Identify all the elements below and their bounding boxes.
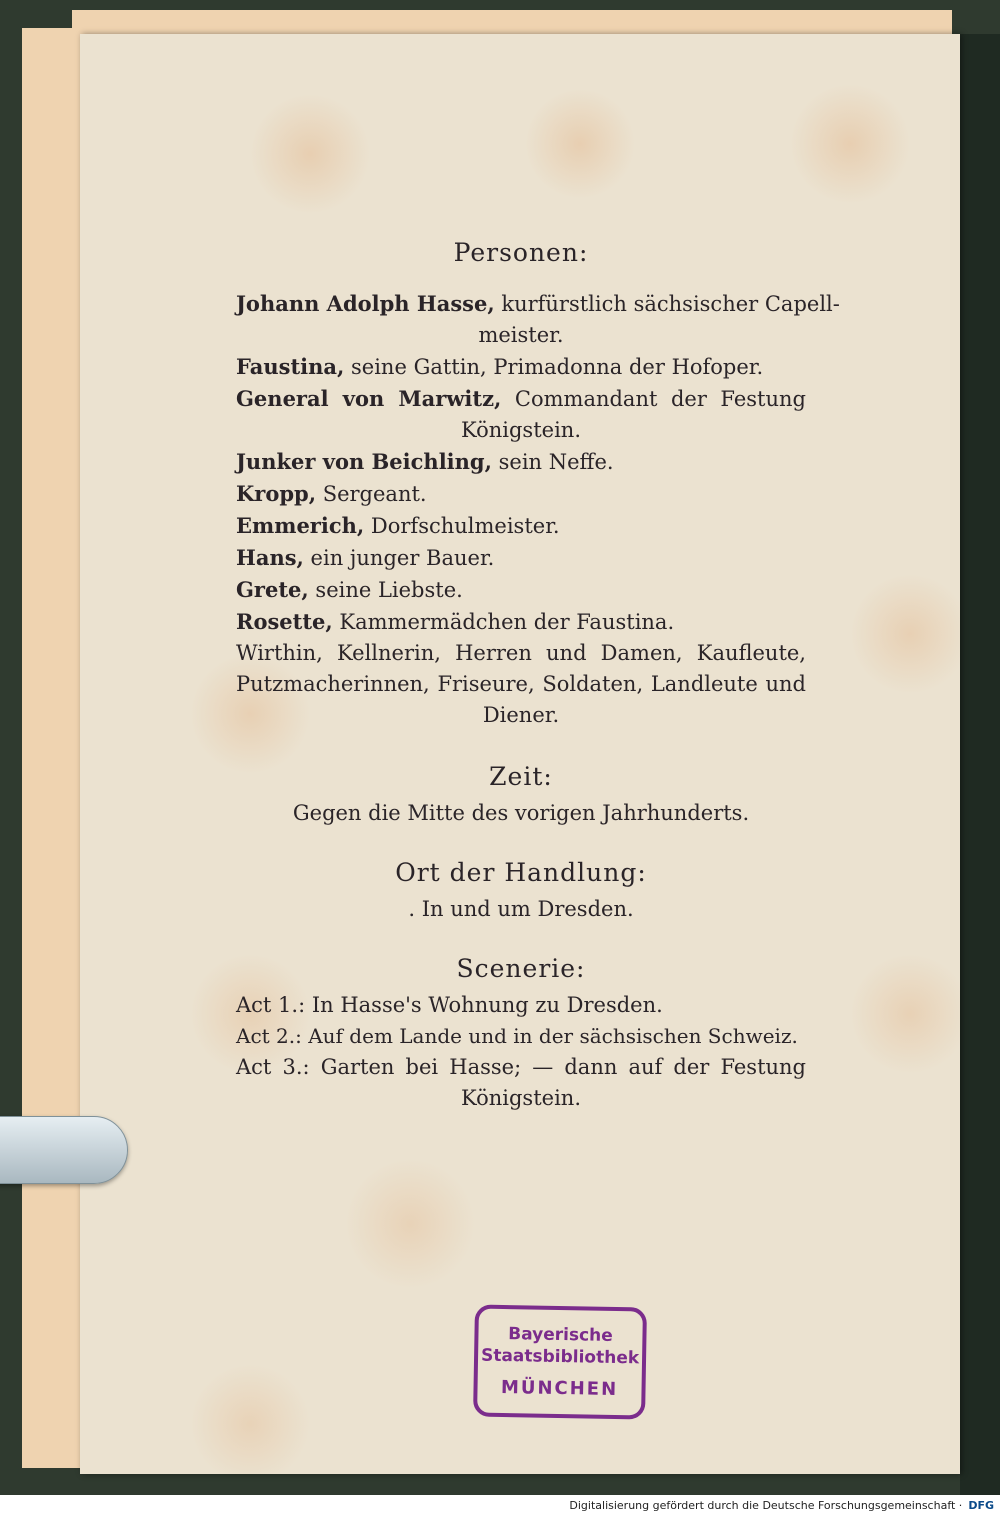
character-list bbox=[236, 288, 840, 731]
character-description: Sergeant. bbox=[322, 482, 427, 506]
character-entry bbox=[236, 446, 806, 478]
extras-line: Diener. bbox=[482, 703, 560, 727]
character-entry bbox=[236, 574, 806, 606]
dfg-logo-icon: DFG bbox=[968, 1499, 994, 1512]
footer-bar bbox=[0, 1495, 1000, 1517]
time-heading: Zeit: bbox=[489, 762, 553, 791]
stamp-line: Staatsbibliothek bbox=[480, 1345, 640, 1369]
character-name: General von Marwitz, bbox=[236, 386, 502, 411]
character-description: ein junger Bauer. bbox=[310, 546, 495, 570]
character-description-cont: meister. bbox=[478, 323, 564, 347]
character-description: Kammermädchen der Faustina. bbox=[339, 610, 675, 634]
character-entry bbox=[236, 478, 806, 510]
character-description: seine Liebste. bbox=[315, 578, 463, 602]
library-stamp bbox=[473, 1305, 647, 1420]
scenery-acts bbox=[236, 990, 806, 1114]
character-entry bbox=[236, 383, 806, 415]
act-text-cont: Königstein. bbox=[460, 1086, 581, 1110]
character-name: Johann Adolph Hasse, bbox=[236, 291, 495, 316]
character-entry bbox=[236, 510, 806, 542]
act-line bbox=[236, 1021, 806, 1052]
footer-text: Digitalisierung gefördert durch die Deutsche Forschungsgemeinschaft · bbox=[569, 1499, 963, 1512]
stamp-city: MÜNCHEN bbox=[500, 1376, 619, 1401]
character-name: Grete, bbox=[236, 577, 309, 602]
act-line bbox=[236, 1052, 806, 1083]
character-description: Commandant der Festung bbox=[514, 387, 806, 411]
character-description: sein Neffe. bbox=[498, 450, 614, 474]
scenery-heading: Scenerie: bbox=[456, 954, 586, 983]
character-name: Emmerich, bbox=[236, 513, 365, 538]
extras-line: Wirthin, Kellnerin, Herren und Damen, Kaufleute, bbox=[236, 641, 806, 665]
character-entry bbox=[236, 542, 806, 574]
character-entry bbox=[236, 288, 840, 320]
character-name: Kropp, bbox=[236, 481, 317, 506]
page-clip bbox=[0, 1116, 128, 1184]
character-entry bbox=[236, 606, 806, 638]
act-label: Act 3.: bbox=[236, 1055, 310, 1079]
act-text: Auf dem Lande und in der sächsischen Schweiz. bbox=[308, 1024, 798, 1048]
character-name: Faustina, bbox=[236, 354, 345, 379]
act-label: Act 1.: bbox=[236, 993, 306, 1017]
act-text: Garten bei Hasse; — dann auf der Festung bbox=[320, 1055, 806, 1079]
character-description: kurfürstlich sächsischer Capell- bbox=[501, 292, 840, 316]
character-name: Hans, bbox=[236, 545, 304, 570]
character-entry bbox=[236, 351, 806, 383]
act-label: Act 2.: bbox=[236, 1024, 302, 1048]
character-name: Junker von Beichling, bbox=[236, 449, 492, 474]
personen-heading: Personen: bbox=[453, 238, 589, 267]
character-description-cont: Königstein. bbox=[460, 418, 581, 442]
right-scan-edge bbox=[960, 34, 1000, 1495]
place-heading: Ort der Handlung: bbox=[395, 858, 647, 887]
act-text: In Hasse's Wohnung zu Dresden. bbox=[311, 993, 663, 1017]
stamp-line: Bayerische bbox=[508, 1324, 613, 1346]
act-line bbox=[236, 990, 806, 1021]
character-description: Dorfschulmeister. bbox=[370, 514, 560, 538]
time-text: Gegen die Mitte des vorigen Jahrhunderts. bbox=[292, 801, 750, 825]
extras-line: Putzmacherinnen, Friseure, Soldaten, Landleute und bbox=[236, 672, 806, 696]
character-description: seine Gattin, Primadonna der Hofoper. bbox=[351, 355, 764, 379]
place-text: . In und um Dresden. bbox=[408, 897, 634, 921]
character-name: Rosette, bbox=[236, 609, 333, 634]
